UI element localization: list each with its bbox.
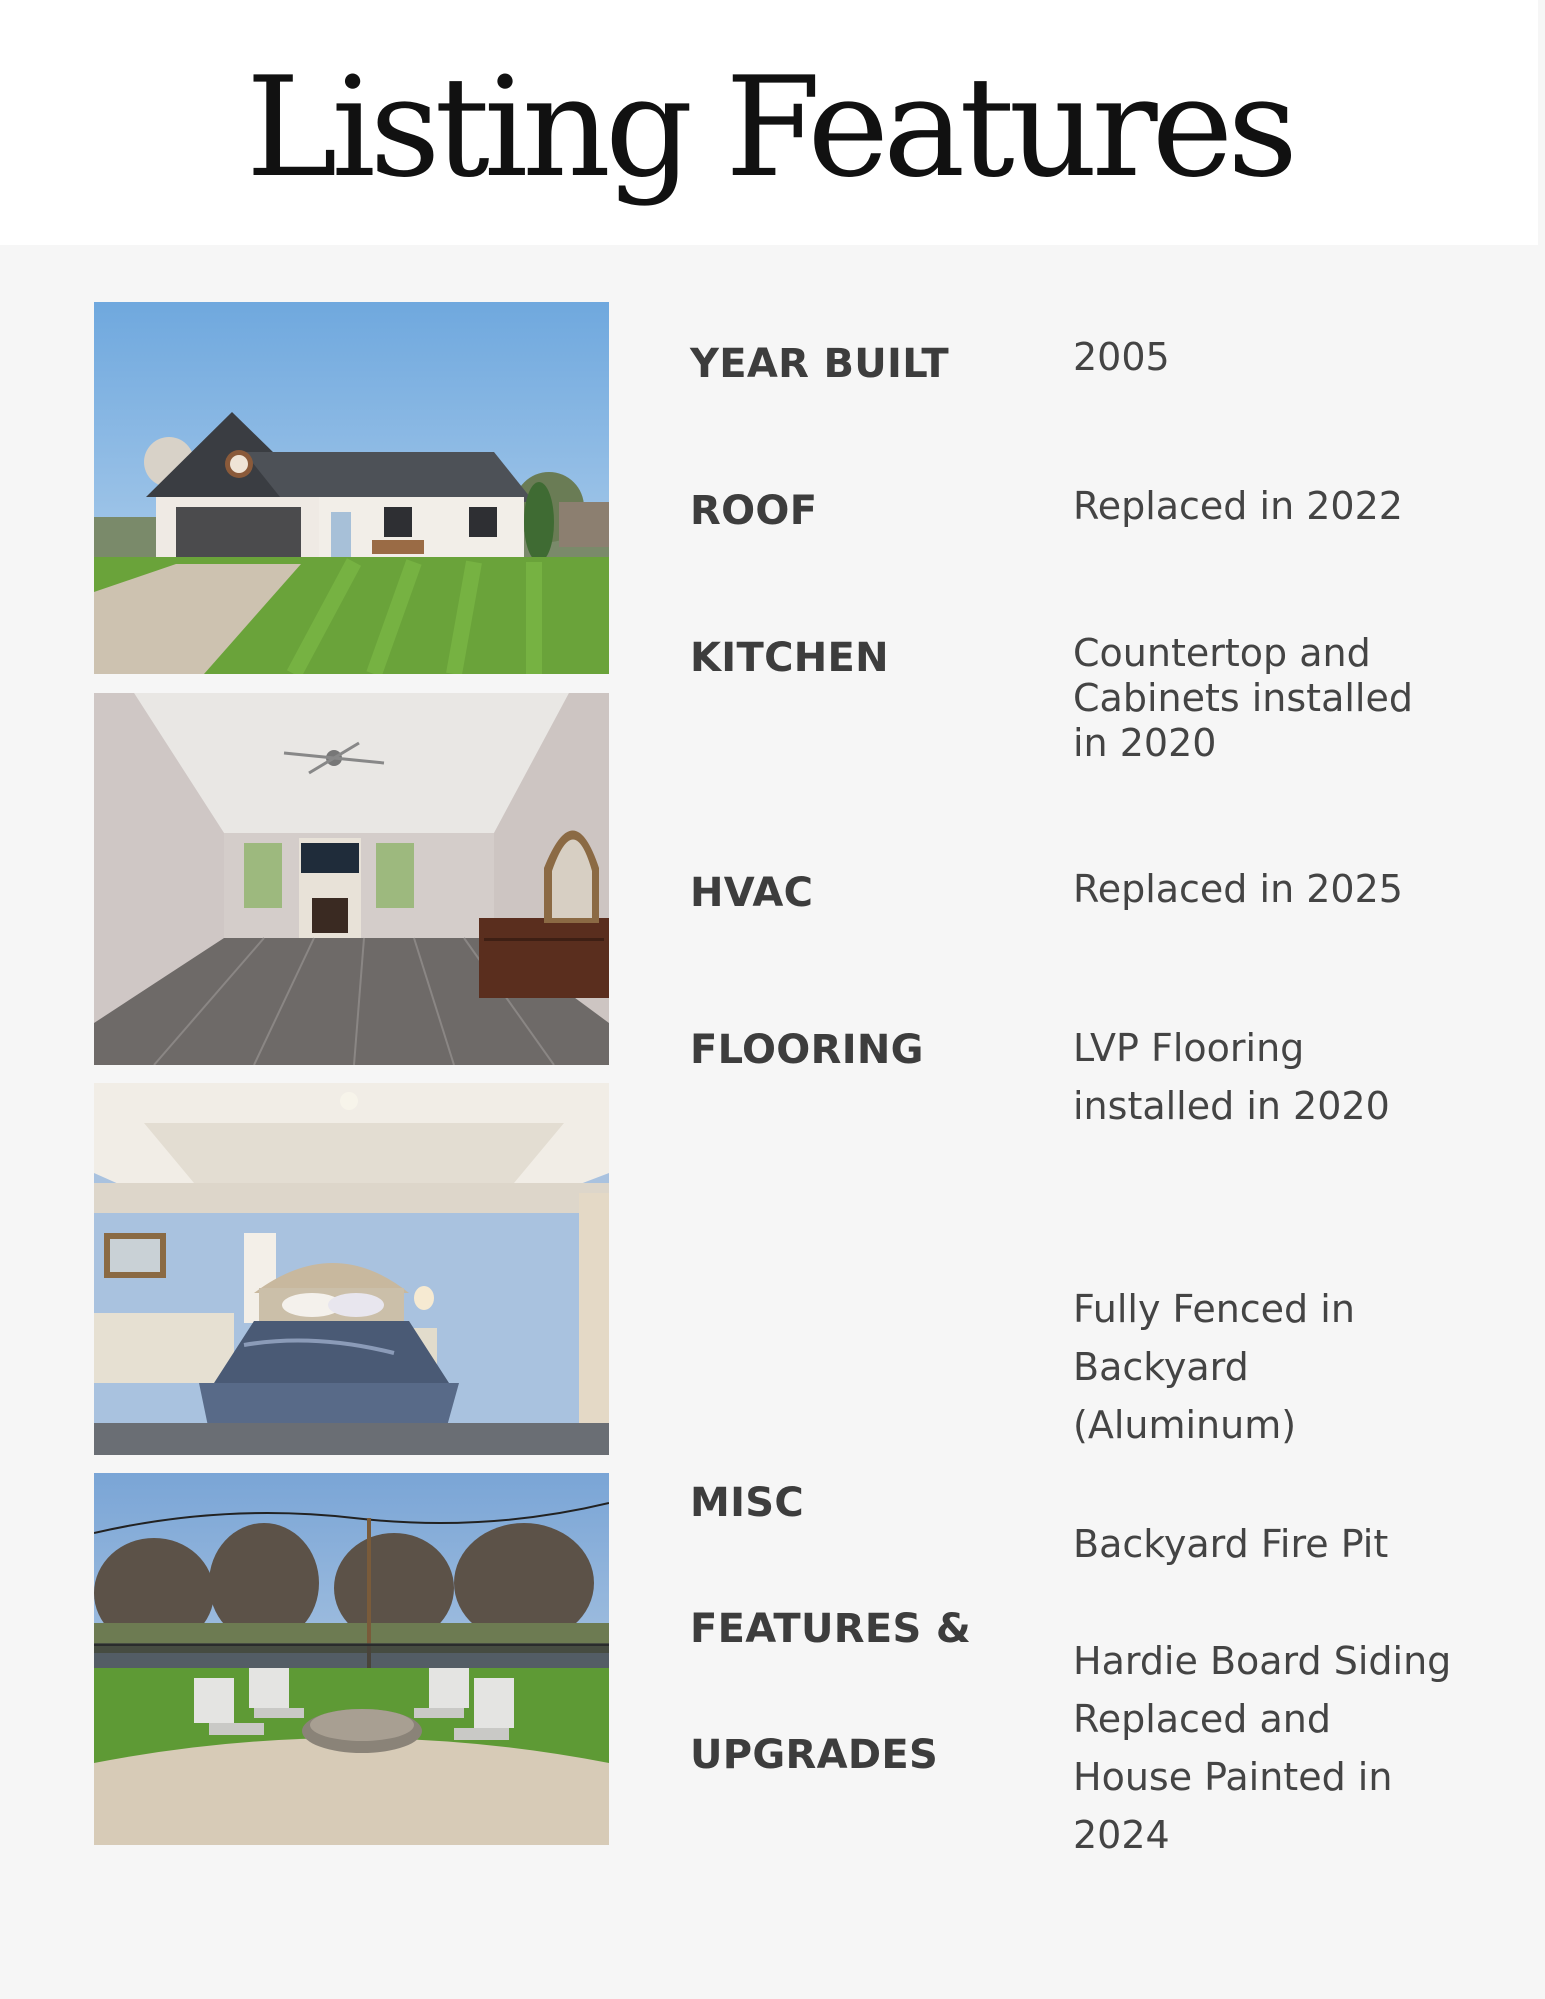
misc-label-line: FEATURES & (690, 1606, 972, 1652)
kitchen-value (1073, 631, 1413, 766)
living-room-photo (94, 693, 609, 1065)
misc-item-line: (Aluminum) (1073, 1403, 1297, 1447)
year-built-label: YEAR BUILT (690, 341, 949, 387)
flooring-label: FLOORING (690, 1027, 924, 1073)
misc-item-line: Backyard (1073, 1345, 1249, 1389)
misc-item-line: 2024 (1073, 1813, 1170, 1857)
house-exterior-photo (94, 302, 609, 674)
page-title: Listing Features (245, 47, 1293, 208)
kitchen-value-line: in 2020 (1073, 721, 1217, 765)
misc-item-line: Backyard Fire Pit (1073, 1522, 1389, 1566)
flooring-value-line: LVP Flooring (1073, 1026, 1305, 1070)
bedroom-photo (94, 1083, 609, 1455)
misc-item-fence (1073, 1280, 1355, 1454)
flooring-value (1073, 1019, 1390, 1135)
misc-item-line: Replaced and (1073, 1697, 1332, 1741)
misc-item-line: House Painted in (1073, 1755, 1393, 1799)
misc-label-line: MISC (690, 1480, 805, 1526)
misc-item-line: Hardie Board Siding (1073, 1639, 1452, 1683)
kitchen-label: KITCHEN (690, 635, 889, 681)
misc-item-firepit (1073, 1515, 1388, 1573)
edge-strip (1538, 0, 1545, 1999)
misc-label (690, 1409, 971, 1850)
misc-label-line: UPGRADES (690, 1732, 939, 1778)
hvac-label: HVAC (690, 870, 814, 916)
hvac-value: Replaced in 2025 (1073, 867, 1403, 911)
flooring-value-line: installed in 2020 (1073, 1084, 1390, 1128)
kitchen-value-line: Cabinets installed (1073, 676, 1413, 720)
misc-item-line: Fully Fenced in (1073, 1287, 1355, 1331)
misc-item-siding (1073, 1632, 1451, 1864)
roof-label: ROOF (690, 488, 818, 534)
backyard-firepit-photo (94, 1473, 609, 1845)
year-built-value: 2005 (1073, 335, 1170, 379)
roof-value: Replaced in 2022 (1073, 484, 1403, 528)
kitchen-value-line: Countertop and (1073, 631, 1371, 675)
